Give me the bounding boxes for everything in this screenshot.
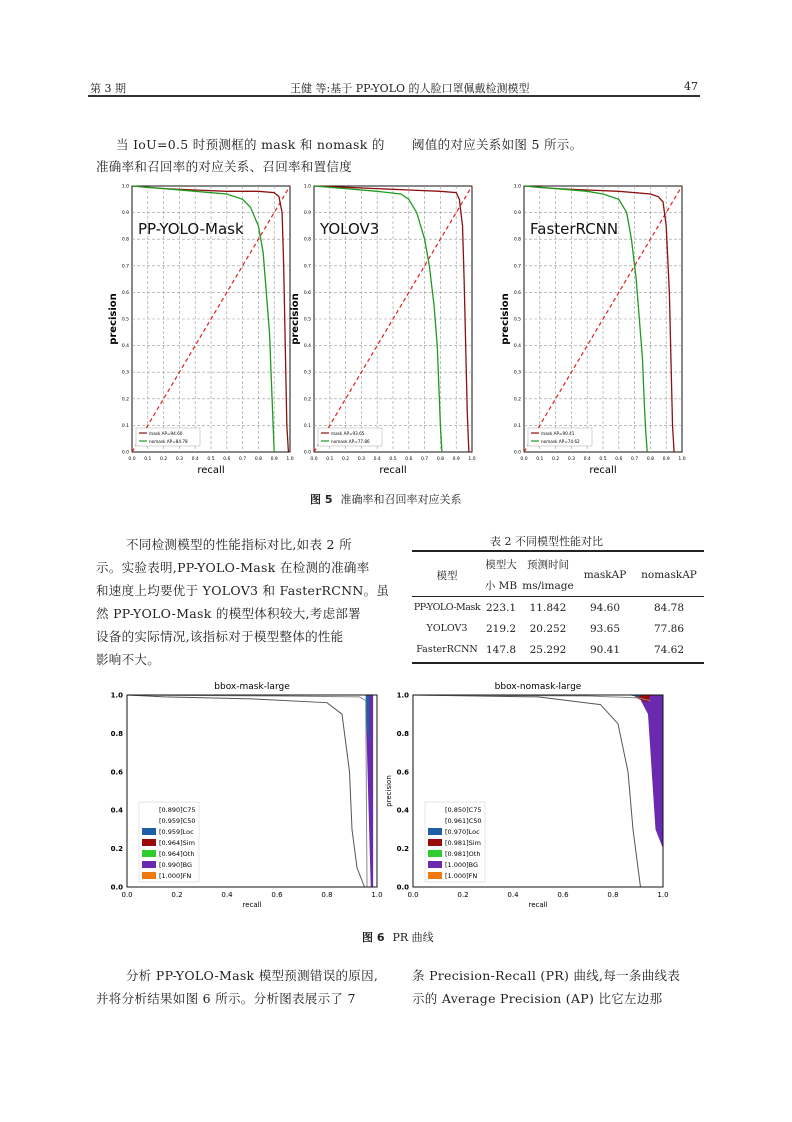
x-tick-label: 0.8	[436, 457, 444, 462]
x-tick-label: 0.8	[607, 891, 619, 899]
y-tick-label: 0.7	[303, 264, 311, 270]
y-tick-label: 0.4	[121, 344, 129, 350]
header-issue: 第 3 期	[90, 82, 126, 95]
para3-right-line-2: 示的 Average Precision (AP) 比它左边那	[412, 991, 663, 1006]
x-tick-label: 0.5	[389, 457, 397, 462]
figure-6-caption	[362, 929, 434, 945]
pr-chart-yolov3	[290, 184, 476, 477]
y-axis-label: precision	[108, 293, 119, 345]
legend-label: [0.850]C75	[445, 806, 482, 814]
table-header-model: 模型	[436, 569, 458, 582]
legend-swatch	[428, 817, 442, 824]
y-tick-label: 0.4	[513, 344, 521, 350]
legend-label: [1.000]FN	[445, 872, 478, 880]
pr-analysis-mask	[111, 682, 383, 909]
x-tick-label: 0.2	[171, 891, 183, 899]
y-tick-label: 0.2	[513, 397, 521, 403]
table-row	[412, 618, 704, 639]
chart-title: PP-YOLO-Mask	[138, 220, 244, 238]
legend-label: nomask AP=77.86	[331, 439, 370, 444]
x-axis-label: recall	[197, 465, 225, 476]
table-cell-model: PP-YOLO-Mask	[413, 602, 481, 613]
x-tick-label: 0.6	[223, 457, 231, 462]
table-cell-nomaskap: 84.78	[653, 601, 685, 614]
legend-label: [0.981]Sim	[445, 839, 481, 847]
x-tick-label: 0.8	[646, 457, 654, 462]
para2-line-6: 影响不大。	[96, 652, 161, 667]
y-tick-label: 0.1	[303, 423, 311, 429]
legend-label: nomask AP=84.78	[149, 439, 188, 444]
y-tick-label: 0.8	[513, 237, 521, 243]
legend	[136, 428, 200, 446]
y-tick-label: 0.0	[110, 883, 123, 892]
x-tick-label: 0.4	[221, 891, 233, 899]
legend-label: [0.981]Oth	[445, 850, 481, 858]
table-header-time-1: 预测时间	[527, 559, 569, 571]
table-cell-time: 20.252	[529, 622, 567, 635]
table-cell-size: 223.1	[485, 601, 517, 614]
header-page-number: 47	[684, 80, 698, 93]
legend-swatch	[428, 872, 442, 879]
header-rule	[88, 95, 700, 97]
legend-label: mask AP=93.65	[331, 431, 365, 436]
table-top-rule	[412, 550, 704, 552]
y-tick-label: 0.1	[513, 423, 521, 429]
y-tick-label: 0.8	[396, 729, 409, 738]
legend-swatch	[428, 850, 442, 857]
y-tick-label: 0.8	[121, 237, 129, 243]
y-tick-label: 1.0	[513, 184, 521, 190]
figure-6-label: 图 6	[362, 931, 385, 944]
legend-swatch	[428, 839, 442, 846]
y-tick-label: 0.5	[303, 317, 311, 323]
header-title: 王健 等:基于 PP-YOLO 的人脸口罩佩戴检测模型	[290, 82, 530, 95]
x-tick-label: 0.2	[552, 457, 560, 462]
fn-area	[373, 695, 377, 887]
para3-line-1: 分析 PP-YOLO-Mask 模型预测错误的原因,	[126, 968, 379, 983]
table-bottom-rule	[412, 662, 704, 664]
x-tick-label: 0.9	[270, 457, 278, 462]
y-tick-label: 0.6	[303, 290, 311, 296]
y-tick-label: 1.0	[396, 691, 409, 700]
y-tick-label: 0.2	[396, 845, 409, 854]
legend-swatch	[142, 872, 156, 879]
x-tick-label: 0.0	[121, 891, 133, 899]
pr-chart-fasterrcnn	[500, 184, 686, 477]
y-tick-label: 0.6	[121, 290, 129, 296]
y-tick-label: 0.5	[121, 317, 129, 323]
legend-label: nomask AP=74.62	[541, 439, 580, 444]
x-tick-label: 0.6	[557, 891, 569, 899]
chart-title: bbox-nomask-large	[494, 682, 582, 692]
x-tick-label: 0.0	[407, 891, 419, 899]
x-tick-label: 0.3	[567, 457, 575, 462]
intro-line-2: 准确率和召回率的对应关系、召回率和置信度	[96, 159, 353, 174]
legend-swatch	[142, 828, 156, 835]
legend-label: mask AP=90.41	[541, 431, 575, 436]
table-cell-size: 219.2	[485, 622, 517, 635]
y-tick-label: 0.4	[110, 806, 123, 815]
x-tick-label: 1.0	[286, 457, 294, 462]
y-tick-label: 0.7	[513, 264, 521, 270]
para2-line-5: 设备的实际情况,该指标对于模型整体的性能	[96, 629, 344, 644]
y-tick-label: 0.1	[121, 423, 129, 429]
x-tick-label: 0.3	[357, 457, 365, 462]
y-tick-label: 0.0	[513, 450, 521, 456]
table-row	[412, 597, 704, 619]
x-tick-label: 0.1	[326, 457, 334, 462]
y-tick-label: 0.7	[121, 264, 129, 270]
table-2-caption: 表 2 不同模型性能对比	[490, 535, 603, 548]
table-cell-time: 11.842	[529, 601, 567, 614]
x-tick-label: 0.5	[207, 457, 215, 462]
y-axis-label: precision	[500, 293, 511, 345]
y-tick-label: 0.0	[396, 883, 409, 892]
chart-title: bbox-mask-large	[214, 682, 290, 692]
table-header-size-2: 小 MB	[484, 580, 518, 592]
x-tick-label: 0.7	[631, 457, 639, 462]
chart-title: FasterRCNN	[530, 220, 619, 238]
y-tick-label: 0.0	[303, 450, 311, 456]
x-tick-label: 1.0	[468, 457, 476, 462]
pr-chart-pp-yolo-mask	[108, 184, 294, 477]
y-tick-label: 0.4	[303, 344, 311, 350]
para2-line-2: 示。实验表明,PP-YOLO-Mask 在检测的准确率	[96, 560, 370, 575]
para2-line-1: 不同检测模型的性能指标对比,如表 2 所	[126, 537, 352, 552]
x-tick-label: 0.6	[271, 891, 283, 899]
legend-label: [0.959]Loc	[159, 828, 194, 836]
legend-swatch	[142, 806, 156, 813]
para3-line-2: 并将分析结果如图 6 所示。分析图表展示了 7	[96, 991, 356, 1006]
x-tick-label: 1.0	[678, 457, 686, 462]
legend-swatch	[428, 828, 442, 835]
legend-swatch	[142, 817, 156, 824]
x-tick-label: 1.0	[371, 891, 383, 899]
x-tick-label: 0.1	[144, 457, 152, 462]
pr-analysis-nomask	[385, 682, 669, 909]
figure-6	[95, 675, 695, 915]
x-axis-label: recall	[589, 465, 617, 476]
figure-5	[100, 178, 700, 483]
x-axis-label: recall	[528, 901, 548, 909]
table-2	[412, 554, 704, 660]
x-tick-label: 0.8	[321, 891, 333, 899]
x-tick-label: 0.5	[599, 457, 607, 462]
y-tick-label: 0.6	[110, 768, 123, 777]
para2-line-4: 然 PP-YOLO-Mask 的模型体积较大,考虑部署	[96, 606, 361, 621]
table-cell-time: 25.292	[529, 643, 567, 656]
x-tick-label: 0.4	[507, 891, 519, 899]
chart-title: YOLOV3	[320, 220, 380, 238]
y-tick-label: 0.5	[513, 317, 521, 323]
table-cell-size: 147.8	[485, 643, 517, 656]
table-header-nomaskap: nomaskAP	[641, 569, 697, 581]
table-cell-model: YOLOV3	[426, 623, 468, 634]
legend-swatch	[142, 861, 156, 868]
table-header-size-1: 模型大	[485, 559, 517, 571]
y-axis-label: precision	[385, 775, 393, 807]
y-tick-label: 1.0	[110, 691, 123, 700]
x-tick-label: 0.8	[254, 457, 262, 462]
figure-6-caption-text: PR 曲线	[392, 931, 434, 944]
legend-label: [0.964]Sim	[159, 839, 195, 847]
y-tick-label: 0.4	[396, 806, 409, 815]
y-tick-label: 0.0	[121, 450, 129, 456]
legend	[318, 428, 382, 446]
legend-label: [0.961]C50	[445, 817, 482, 825]
para3-right-line-1: 条 Precision-Recall (PR) 曲线,每一条曲线表	[412, 968, 681, 983]
table-cell-maskap: 94.60	[589, 601, 621, 614]
table-row	[412, 639, 704, 660]
intro-right-line: 阈值的对应关系如图 5 所示。	[412, 137, 583, 152]
x-axis-label: recall	[379, 465, 407, 476]
y-tick-label: 0.9	[121, 211, 129, 217]
legend-swatch	[142, 850, 156, 857]
y-tick-label: 1.0	[303, 184, 311, 190]
table-cell-nomaskap: 77.86	[653, 622, 685, 635]
y-tick-label: 0.2	[303, 397, 311, 403]
x-tick-label: 0.6	[405, 457, 413, 462]
y-tick-label: 0.2	[110, 845, 123, 854]
legend-label: [1.000]FN	[159, 872, 192, 880]
x-tick-label: 0.0	[520, 457, 528, 462]
para2-line-3: 和速度上均要优于 YOLOV3 和 FasterRCNN。虽	[96, 583, 390, 598]
figure-5-caption	[310, 491, 461, 507]
bg-error-area	[638, 695, 663, 849]
legend-swatch	[428, 806, 442, 813]
legend-swatch	[142, 839, 156, 846]
x-tick-label: 0.9	[662, 457, 670, 462]
x-tick-label: 0.9	[452, 457, 460, 462]
x-tick-label: 0.2	[457, 891, 469, 899]
table-cell-maskap: 93.65	[589, 622, 621, 635]
y-axis-label: precision	[290, 293, 301, 345]
legend	[528, 428, 592, 446]
legend-swatch	[428, 861, 442, 868]
x-tick-label: 0.2	[342, 457, 350, 462]
figure-5-label: 图 5	[310, 493, 333, 506]
table-cell-model: FasterRCNN	[416, 644, 478, 655]
x-tick-label: 0.7	[239, 457, 247, 462]
legend	[139, 802, 199, 882]
x-tick-label: 1.0	[657, 891, 669, 899]
x-tick-label: 0.6	[615, 457, 623, 462]
intro-line-1: 当 IoU=0.5 时预测框的 mask 和 nomask 的	[116, 137, 385, 152]
y-tick-label: 0.8	[303, 237, 311, 243]
y-tick-label: 0.3	[121, 370, 129, 376]
legend	[425, 802, 485, 882]
x-tick-label: 0.3	[175, 457, 183, 462]
x-tick-label: 0.0	[310, 457, 318, 462]
figure-5-caption-text: 准确率和召回率对应关系	[340, 493, 462, 506]
table-cell-maskap: 90.41	[589, 643, 621, 656]
x-axis-label: recall	[242, 901, 262, 909]
legend-label: mask AP=94.60	[149, 431, 183, 436]
y-tick-label: 0.6	[396, 768, 409, 777]
legend-label: [0.990]BG	[159, 861, 193, 869]
y-tick-label: 0.3	[513, 370, 521, 376]
x-tick-label: 0.7	[421, 457, 429, 462]
x-tick-label: 0.1	[536, 457, 544, 462]
y-tick-label: 0.9	[513, 211, 521, 217]
y-tick-label: 0.6	[513, 290, 521, 296]
legend-label: [0.970]Loc	[445, 828, 480, 836]
table-cell-nomaskap: 74.62	[653, 643, 685, 656]
table-header-maskap: maskAP	[583, 569, 627, 581]
y-tick-label: 0.2	[121, 397, 129, 403]
x-tick-label: 0.2	[160, 457, 168, 462]
legend-label: [1.000]BG	[445, 861, 479, 869]
legend-label: [0.959]C50	[159, 817, 196, 825]
y-tick-label: 0.9	[303, 211, 311, 217]
x-tick-label: 0.4	[191, 457, 199, 462]
x-tick-label: 0.4	[373, 457, 381, 462]
x-tick-label: 0.4	[583, 457, 591, 462]
y-tick-label: 0.8	[110, 729, 123, 738]
y-tick-label: 0.3	[303, 370, 311, 376]
legend-label: [0.964]Oth	[159, 850, 195, 858]
legend-label: [0.890]C75	[159, 806, 196, 814]
y-tick-label: 1.0	[121, 184, 129, 190]
table-header-time-2: ms/image	[522, 579, 574, 592]
x-tick-label: 0.0	[128, 457, 136, 462]
